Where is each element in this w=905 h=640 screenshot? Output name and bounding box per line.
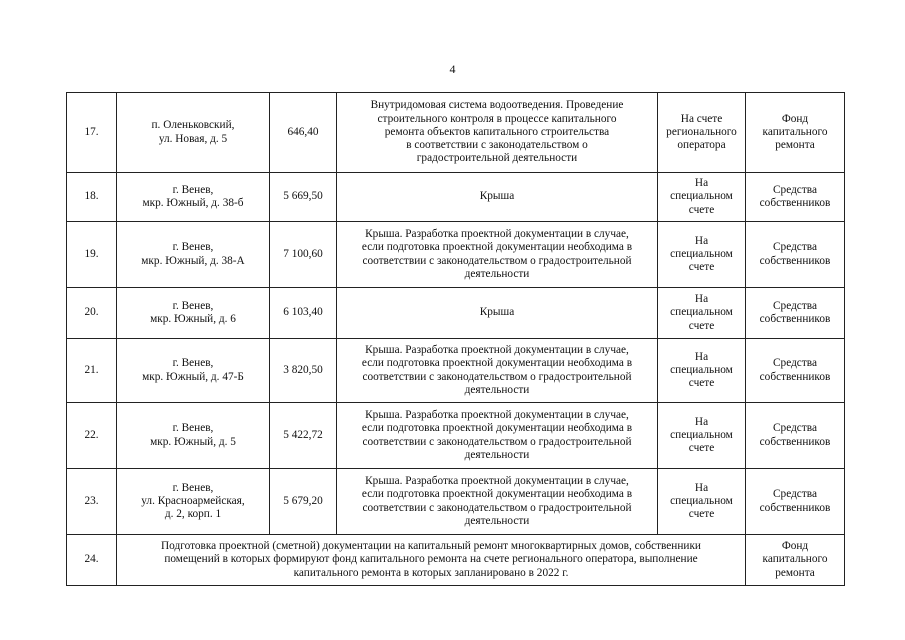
funding-source-cell: Средства собственников bbox=[746, 222, 845, 288]
work-type-cell: Крыша. Разработка проектной документации в случае, если подготовка проектной документации необходима в соответствии с законодательством о градостроительной деятельности bbox=[337, 339, 658, 403]
table-row bbox=[67, 222, 845, 288]
work-type-cell: Крыша bbox=[337, 173, 658, 222]
address-cell: г. Венев, мкр. Южный, д. 38-б bbox=[117, 173, 270, 222]
area-cell: 5 422,72 bbox=[270, 403, 337, 469]
work-type-cell: Крыша. Разработка проектной документации в случае, если подготовка проектной документации необходима в соответствии с законодательством о градостроительной деятельности bbox=[337, 469, 658, 535]
funding-source-cell: Средства собственников bbox=[746, 469, 845, 535]
row-number: 21. bbox=[67, 339, 117, 403]
funding-source-cell: Средства собственников bbox=[746, 403, 845, 469]
row-number: 17. bbox=[67, 93, 117, 173]
account-cell: На специальном счете bbox=[658, 173, 746, 222]
area-cell: 6 103,40 bbox=[270, 288, 337, 339]
table-row bbox=[67, 173, 845, 222]
row-number: 24. bbox=[67, 535, 117, 586]
address-cell: г. Венев, мкр. Южный, д. 5 bbox=[117, 403, 270, 469]
address-cell: г. Венев, мкр. Южный, д. 38-А bbox=[117, 222, 270, 288]
area-cell: 5 669,50 bbox=[270, 173, 337, 222]
merged-description-cell: Подготовка проектной (сметной) документации на капитальный ремонт многоквартирных домов, собственники помещений в которых формируют фонд капитального ремонта на счете регионального оператора, выполнение капитального ремонта в которых запланировано в 2022 г. bbox=[117, 535, 746, 586]
area-cell: 5 679,20 bbox=[270, 469, 337, 535]
address-cell: г. Венев, мкр. Южный, д. 6 bbox=[117, 288, 270, 339]
area-cell: 3 820,50 bbox=[270, 339, 337, 403]
table-row bbox=[67, 288, 845, 339]
row-number: 23. bbox=[67, 469, 117, 535]
account-cell: На специальном счете bbox=[658, 403, 746, 469]
funding-source-cell: Фонд капитального ремонта bbox=[746, 93, 845, 173]
area-cell: 7 100,60 bbox=[270, 222, 337, 288]
work-type-cell: Внутридомовая система водоотведения. Проведение строительного контроля в процессе капитального ремонта объектов капитального строительства в соответствии с законодательством о градостроительной деятельности bbox=[337, 93, 658, 173]
funding-source-cell: Средства собственников bbox=[746, 339, 845, 403]
funding-source-cell: Средства собственников bbox=[746, 173, 845, 222]
table-row bbox=[67, 535, 845, 586]
row-number: 18. bbox=[67, 173, 117, 222]
work-type-cell: Крыша. Разработка проектной документации в случае, если подготовка проектной документации необходима в соответствии с законодательством о градостроительной деятельности bbox=[337, 222, 658, 288]
address-cell: г. Венев, ул. Красноармейская, д. 2, корп. 1 bbox=[117, 469, 270, 535]
area-cell: 646,40 bbox=[270, 93, 337, 173]
address-cell: п. Оленьковский, ул. Новая, д. 5 bbox=[117, 93, 270, 173]
repair-plan-table bbox=[66, 92, 845, 586]
work-type-cell: Крыша bbox=[337, 288, 658, 339]
work-type-cell: Крыша. Разработка проектной документации в случае, если подготовка проектной документации необходима в соответствии с законодательством о градостроительной деятельности bbox=[337, 403, 658, 469]
row-number: 19. bbox=[67, 222, 117, 288]
account-cell: На счете регионального оператора bbox=[658, 93, 746, 173]
account-cell: На специальном счете bbox=[658, 288, 746, 339]
table-row bbox=[67, 93, 845, 173]
table-row bbox=[67, 469, 845, 535]
account-cell: На специальном счете bbox=[658, 339, 746, 403]
row-number: 20. bbox=[67, 288, 117, 339]
funding-source-cell: Средства собственников bbox=[746, 288, 845, 339]
account-cell: На специальном счете bbox=[658, 222, 746, 288]
table-row bbox=[67, 339, 845, 403]
table-row bbox=[67, 403, 845, 469]
account-cell: На специальном счете bbox=[658, 469, 746, 535]
row-number: 22. bbox=[67, 403, 117, 469]
address-cell: г. Венев, мкр. Южный, д. 47-Б bbox=[117, 339, 270, 403]
funding-source-cell: Фонд капитального ремонта bbox=[746, 535, 845, 586]
page-number: 4 bbox=[449, 62, 456, 76]
